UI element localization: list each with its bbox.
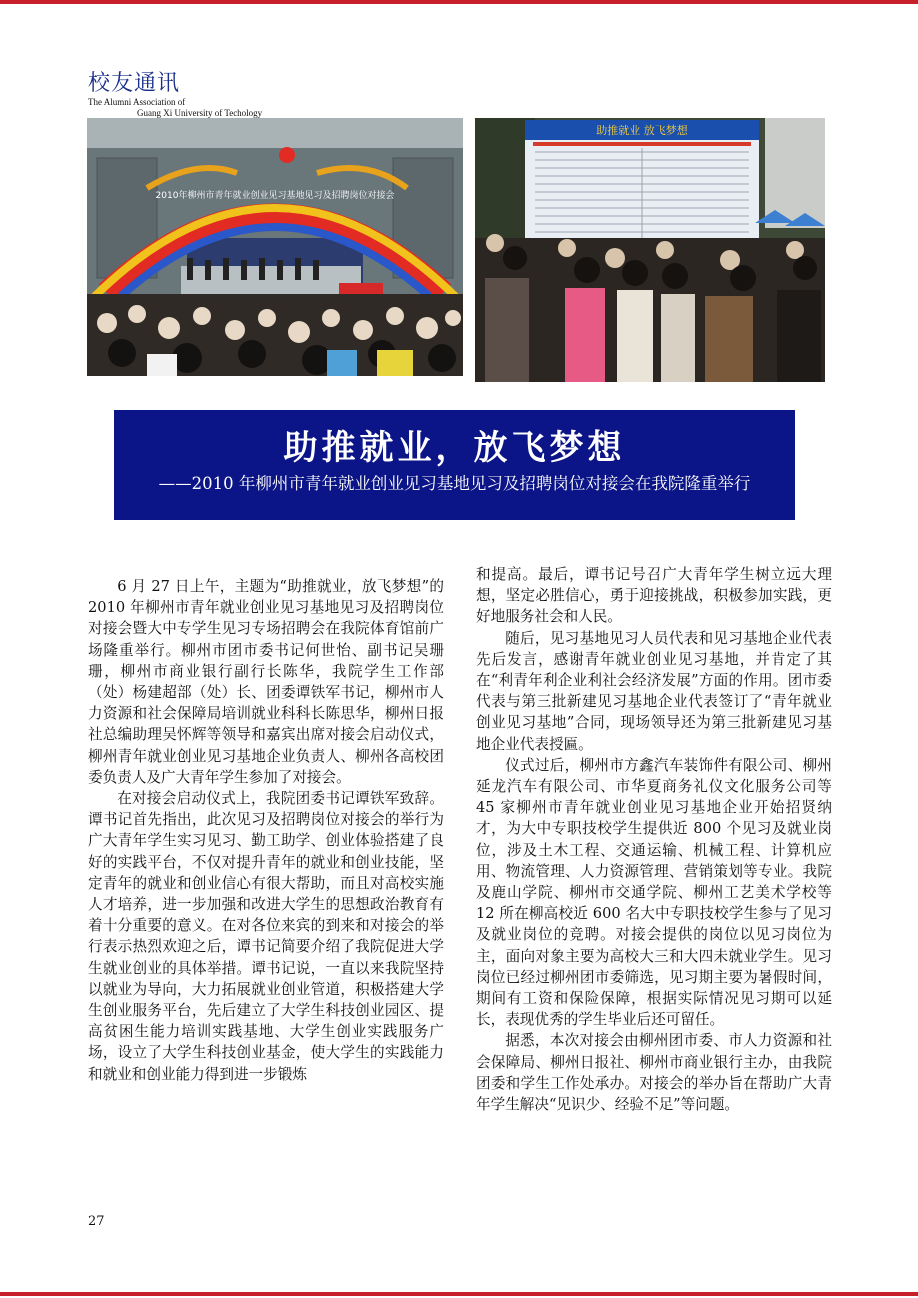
board-header-text: 助推就业 放飞梦想 — [596, 124, 688, 137]
masthead-title: 校友通讯 — [88, 71, 181, 96]
paragraph: 随后，见习基地见习人员代表和见习基地企业代表先后发言，感谢青年就业创业见习基地，并肯定了其在“利青年利企业利社会经济发展”方面的作用。团市委代表与第三批新建见习基地企业代表签订了“青年就业创业见习基地”合同，现场领导还为第三批新建见习基地企业代表授匾。 — [476, 629, 832, 753]
photo-recruitment-board — [475, 118, 825, 382]
ceremony-illustration — [87, 118, 463, 376]
page-number: 27 — [88, 1214, 105, 1229]
masthead-subtitle-line1: The Alumni Association of — [88, 97, 186, 107]
arch-banner-text: 2010年柳州市青年就业创业见习基地见习及招聘岗位对接会 — [155, 191, 395, 201]
article-title: 助推就业，放飞梦想 — [283, 428, 626, 468]
recruitment-board-illustration — [475, 118, 825, 382]
article-column-right — [476, 564, 832, 1115]
paragraph: 据悉，本次对接会由柳州团市委、市人力资源和社会保障局、柳州日报社、柳州市商业银行主办，由我院团委和学生工作处承办。对接会的举办旨在帮助广大青年学生解决“见识少、经验不足”等问题。 — [476, 1032, 832, 1114]
paragraph: 仪式过后，柳州市方鑫汽车装饰件有限公司、柳州延龙汽车有限公司、市华夏商务礼仪文化服务公司等 45 家柳州市青年就业创业见习基地企业开始招贤纳才，为大中专职技校学生提供近 800 个见习及就业岗位，涉及土木工程、交通运输、机械工程、计算机应用、物流管理、人力资源管理、营销策划等专业。我院及鹿山学院、柳州市交通学院、柳州工艺美术学校等 12 所在柳高校近 600 名大中专职技校学生参与了见习及就业岗位的竞聘。对接会提供的岗位以见习岗位为主，面向对象主要为高校大三和大四未就业学生。见习岗位已经过柳州团市委筛选，见习期主要为暑假时间，期间有工资和保险保障，根据实际情况见习期可以延长，表现优秀的学生毕业后还可留任。 — [476, 756, 832, 1029]
paragraph: 6 月 27 日上午，主题为“助推就业，放飞梦想”的 2010 年柳州市青年就业创业见习基地见习及招聘岗位对接会暨大中专学生见习专场招聘会在我院体育馆前广场隆重举行。柳州市团市委书记何世怡、副书记吴珊珊，柳州市商业银行副行长陈华，我院学生工作部（处）杨建超部（处）长、团委谭铁军书记，柳州市人力资源和社会保障局培训就业科科长陈思华，柳州日报社总编助理吴怀辉等领导和嘉宾出席对接会启动仪式，柳州青年就业创业见习基地企业负责人、柳州各高校团委负责人及广大青年学生参加了对接会。 — [88, 578, 444, 786]
paragraph: 在对接会启动仪式上，我院团委书记谭铁军致辞。谭书记首先指出，此次见习及招聘岗位对接会的举行为广大青年学生实习见习、勤工助学、创业体验搭建了良好的实践平台，不仅对提升青年的就业和创业技能，坚定青年的就业和创业信心有很大帮助，而且对高校实施人才培养，进一步加强和改进大学生的思想政治教育有着十分重要的意义。在对各位来宾的到来和对接会的举行表示热烈欢迎之后，谭书记简要介绍了我院促进大学生就业创业的具体举措。谭书记说，一直以来我院坚持以就业为导向，大力拓展就业创业管道，积极搭建大学生创业服务平台，先后建立了大学生科技创业园区、提高贫困生能力培训实践基地、大学生创业实践服务广场，设立了大学生科技创业基金，使大学生的实践能力和就业和创业能力得到进一步锻炼 — [88, 790, 444, 1083]
article-header-banner — [114, 410, 795, 520]
bottom-rule — [0, 1292, 918, 1296]
top-rule — [0, 0, 918, 4]
paragraph-continuation: 和提高。最后，谭书记号召广大青年学生树立远大理想，坚定必胜信心，勇于迎接挑战，积极参加实践，更好地服务社会和人民。 — [476, 566, 832, 626]
photo-opening-ceremony — [87, 118, 463, 376]
article-column-left — [88, 576, 444, 1085]
masthead-subtitle-line2: Guang Xi University of Techology — [137, 108, 263, 118]
article-subtitle: ——2010 年柳州市青年就业创业见习基地见习及招聘岗位对接会在我院隆重举行 — [158, 474, 751, 493]
